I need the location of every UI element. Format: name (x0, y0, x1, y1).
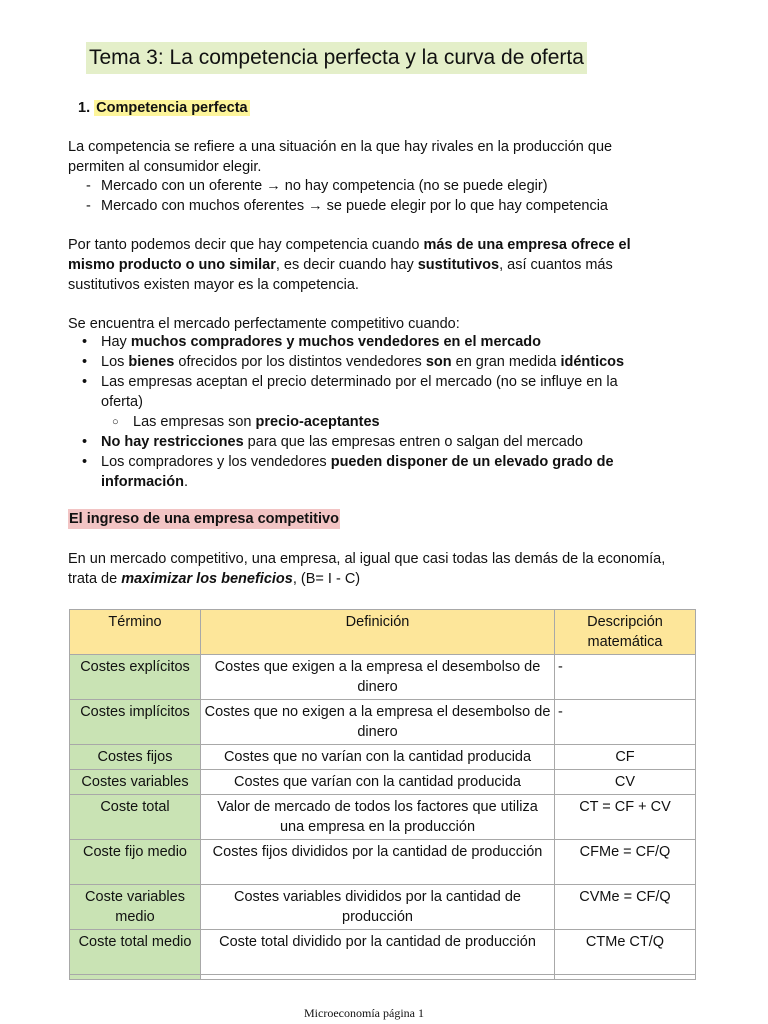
definition-cell: Costes que no varían con la cantidad producida (201, 745, 555, 770)
empty-cell (201, 975, 555, 980)
text-run: , es decir cuando hay (275, 257, 418, 273)
text-run: Los compradores y los vendedores (101, 454, 331, 470)
page-footer: Microeconomía página 1 (304, 1006, 424, 1020)
text-run: . (183, 474, 189, 490)
text-run: , así cuantos más sustitutivos existen mayor es la competencia. (68, 257, 613, 293)
definition-cell: Coste total dividido por la cantidad de producción (201, 930, 555, 975)
bold-run: No hay restricciones (101, 434, 244, 450)
header-cell: Definición (201, 610, 555, 655)
bold-run: muchos compradores y muchos vendedores en el mercado (130, 334, 541, 350)
text-run: Los (101, 354, 129, 370)
table-row (70, 770, 696, 795)
text-run: en gran medida (451, 354, 561, 370)
list-item (80, 372, 661, 412)
text-run: , (B= I - C) (292, 571, 361, 587)
text-run: Las empresas aceptan el precio determinado por el mercado (no se influye en la oferta) (101, 374, 618, 410)
dash-item (86, 196, 608, 216)
math-cell: CT = CF + CV (555, 795, 696, 840)
text-run: ofrecidos por los distintos vendedores (174, 354, 426, 370)
dash-item-text: Mercado con muchos oferentes → se puede elegir por lo que hay competencia (101, 198, 608, 214)
dash-marker: - (86, 178, 91, 194)
intro-line-2: permiten al consumidor elegir. (68, 159, 262, 175)
text-run: Por tanto podemos decir que hay competencia cuando (68, 237, 424, 253)
profit-paragraph (68, 549, 668, 589)
table-row (70, 700, 696, 745)
section-number: 1. (78, 100, 91, 116)
table-row (70, 885, 696, 930)
definition-cell: Costes que no exigen a la empresa el desembolso de dinero (201, 700, 555, 745)
intro-paragraph (68, 137, 688, 177)
list-item (80, 452, 661, 492)
bold-run: más de una empresa ofrece el mismo producto o uno similar (68, 237, 631, 273)
definition-cell: Valor de mercado de todos los factores que utiliza una empresa en la producción (201, 795, 555, 840)
conditions-intro: Se encuentra el mercado perfectamente competitivo cuando: (68, 316, 460, 332)
list-item (80, 432, 680, 452)
math-cell: CF (555, 745, 696, 770)
text-run: Las empresas son (133, 414, 256, 430)
header-cell: Término (70, 610, 201, 655)
bold-run: bienes (128, 354, 175, 370)
bold-run: idénticos (560, 354, 625, 370)
definition-cell: Costes que exigen a la empresa el desembolso de dinero (201, 655, 555, 700)
math-cell: CTMe CT/Q (555, 930, 696, 975)
competition-paragraph (68, 235, 678, 295)
definition-cell: Costes fijos divididos por la cantidad de producción (201, 840, 555, 885)
table-row (70, 745, 696, 770)
term-cell: Coste total medio (70, 930, 201, 975)
math-cell: CFMe = CF/Q (555, 840, 696, 885)
definition-cell: Costes que varían con la cantidad producida (201, 770, 555, 795)
dash-item (86, 176, 548, 196)
term-cell: Costes implícitos (70, 700, 201, 745)
header-cell: Descripción matemática (555, 610, 696, 655)
table-row (70, 655, 696, 700)
term-cell: Coste fijo medio (70, 840, 201, 885)
table-row (70, 930, 696, 975)
bold-run: sustitutivos (417, 257, 500, 273)
bold-run: precio-aceptantes (255, 414, 380, 430)
term-cell: Coste total (70, 795, 201, 840)
term-cell: Costes explícitos (70, 655, 201, 700)
term-cell: Costes fijos (70, 745, 201, 770)
section-label: Competencia perfecta (96, 100, 248, 116)
bold-run: pueden disponer de un elevado grado de información (101, 454, 614, 490)
dash-item-text: Mercado con un oferente → no hay competencia (no se puede elegir) (101, 178, 548, 194)
term-cell: Coste variables medio (70, 885, 201, 930)
term-cell: Costes variables (70, 770, 201, 795)
text-run: En un mercado competitivo, una empresa, al igual que casi todas las demás de la economía, trata de (68, 551, 666, 587)
math-cell: CVMe = CF/Q (555, 885, 696, 930)
sub-list-item (80, 412, 680, 432)
section-heading-ingreso: El ingreso de una empresa competitivo (69, 511, 339, 527)
list-item (80, 332, 680, 352)
intro-line-1: La competencia se refiere a una situación en la que hay rivales en la producción que (68, 139, 613, 155)
dash-marker: - (86, 198, 91, 214)
table-header-row (70, 610, 696, 655)
definition-cell: Costes variables divididos por la cantidad de producción (201, 885, 555, 930)
page-title: Tema 3: La competencia perfecta y la curva de oferta (86, 42, 587, 74)
bold-italic-run: maximizar los beneficios (121, 571, 293, 587)
math-cell: - (555, 655, 696, 700)
table-row (70, 840, 696, 885)
table-row (70, 795, 696, 840)
costs-table (69, 609, 696, 980)
empty-cell (555, 975, 696, 980)
empty-cell (70, 975, 201, 980)
math-cell: - (555, 700, 696, 745)
list-item (80, 352, 680, 372)
bold-run: son (425, 354, 452, 370)
text-run: Hay (101, 334, 131, 350)
section-heading-competencia (78, 98, 250, 118)
math-cell: CV (555, 770, 696, 795)
conditions-list (80, 332, 680, 492)
text-run: para que las empresas entren o salgan del mercado (243, 434, 583, 450)
table-row-empty (70, 975, 696, 980)
